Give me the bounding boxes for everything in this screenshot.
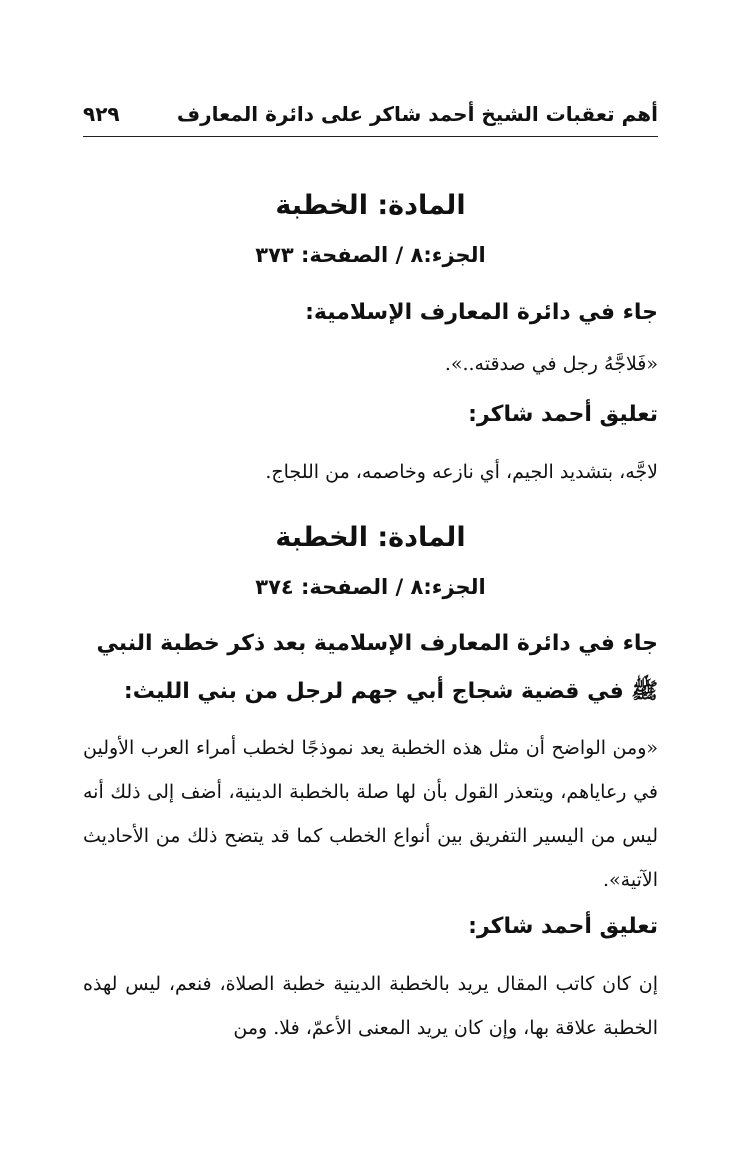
source-heading: جاء في دائرة المعارف الإسلامية:: [305, 300, 658, 325]
page-number: ٩٢٩: [83, 102, 120, 126]
entry-reference: الجزء:٨ / الصفحة: ٣٧٣: [255, 243, 486, 267]
entry-title: المادة: الخطبة: [275, 522, 466, 553]
comment-heading: تعليق أحمد شاكر:: [468, 914, 658, 939]
entry-reference: الجزء:٨ / الصفحة: ٣٧٤: [255, 575, 486, 599]
entry-1: [83, 180, 658, 494]
encyclopedia-quote: «ومن الواضح أن مثل هذه الخطبة يعد نموذجًا لخطب أمراء العرب الأولين في رعاياهم، ويتعذر القول بأن لها صلة بالخطبة الدينية، أضف إلى ذلك أنه ليس من اليسير التفريق بين أنواع الخطب كما قد يتضح ذلك من الأحاديث الآتية».: [83, 737, 658, 891]
comment-heading: تعليق أحمد شاكر:: [468, 402, 658, 427]
source-heading: جاء في دائرة المعارف الإسلامية بعد ذكر خطبة النبي ﷺ في قضية شجاج أبي جهم لرجل من بني الليث:: [96, 631, 658, 704]
comment-text: لاجَّه، بتشديد الجيم، أي نازعه وخاصمه، من اللجاج.: [265, 461, 658, 483]
entry-2: [83, 512, 658, 1050]
running-header: [83, 100, 658, 137]
encyclopedia-quote: «فَلاجَّهُ رجل في صدقته..».: [444, 353, 658, 375]
comment-text: إن كان كاتب المقال يريد بالخطبة الدينية خطبة الصلاة، فنعم، ليس لهذه الخطبة علاقة بها، وإن كان يريد المعنى الأعمّ، فلا. ومن: [83, 973, 658, 1039]
entry-title: المادة: الخطبة: [275, 190, 466, 221]
page-content: [83, 180, 658, 1050]
running-title: أهم تعقبات الشيخ أحمد شاكر على دائرة المعارف: [176, 102, 658, 126]
